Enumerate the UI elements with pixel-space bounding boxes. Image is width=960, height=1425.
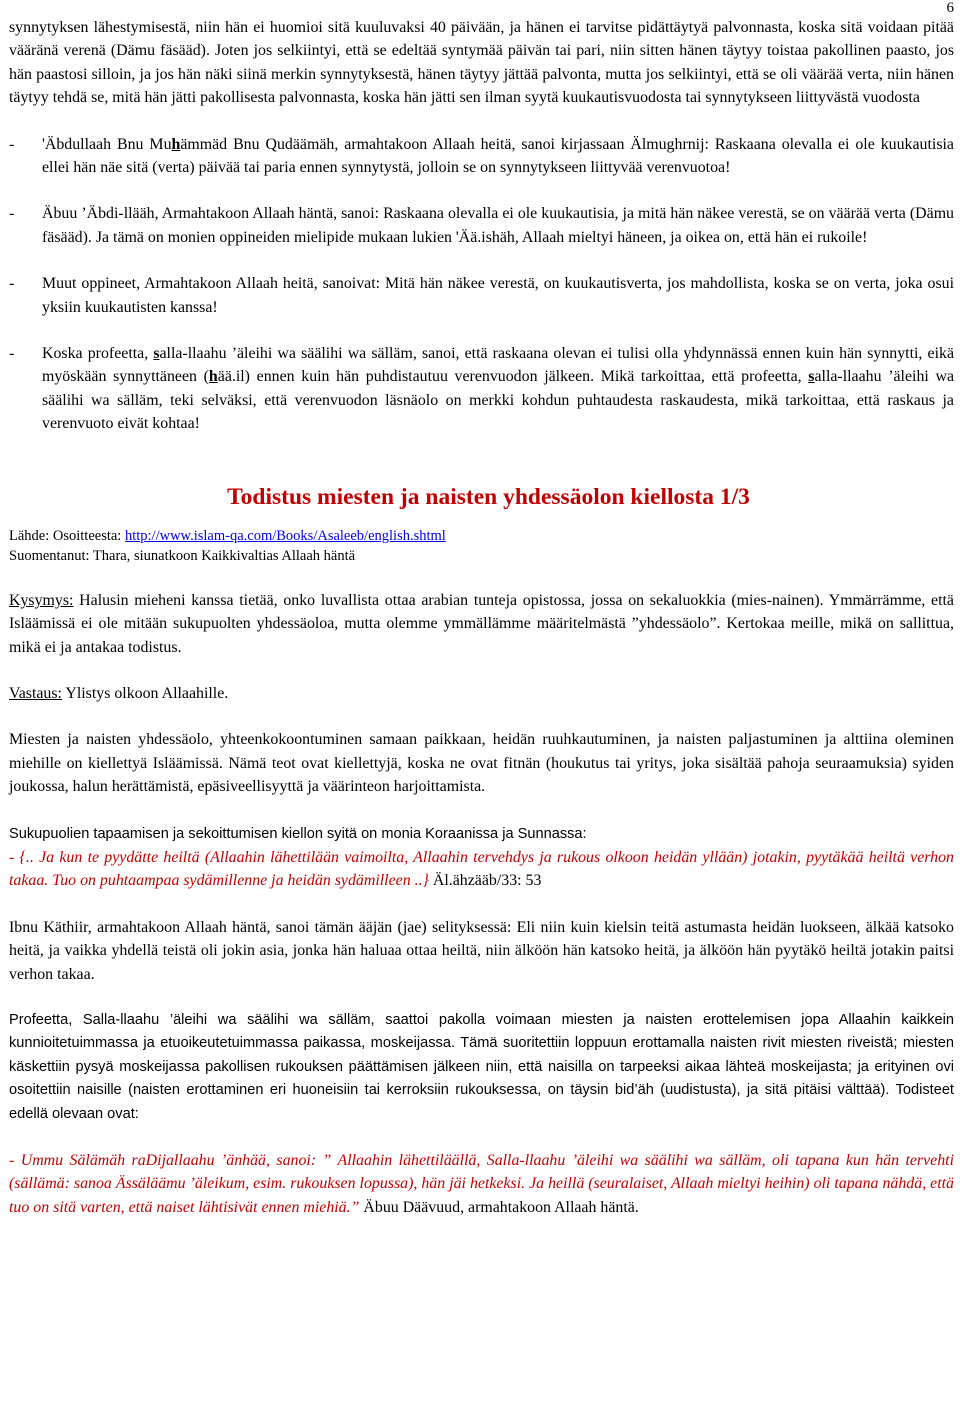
body-text: Sukupuolien tapaamisen ja sekoittumisen kiellon syitä on monia Koraanissa ja Sunnassa: <box>9 825 587 842</box>
answer-label: Vastaus: <box>9 684 62 702</box>
bullet-item <box>9 342 954 436</box>
body-paragraph: Miesten ja naisten yhdessäolo, yhteenkokoontuminen samaan paikkaan, heidän ruuhkautuminen, ja naisten paljastuminen ja alttiina oleminen miehille on kiellettyä Isläämissä. Nämä teot ovat kiellettyjä, koska ne ovat fitnän (houkutus tai yritys, joka sisältää pahoja seuraamuksia) syiden joukossa, halun herättämistä, epäsiveellisyyttä ja väärinteon harjoittamista. <box>9 731 954 796</box>
bullet-text-emph: h <box>208 368 218 386</box>
hadith-quote: - Ummu Sälämäh raDijallaahu ’änhää, sanoi: ” Allaahin lähettiläällä, Salla-llaahu ’äleihi wa säälihi wa sälläm, oli tapana kun hän tervehti (sällämä: sanoa Ässäläämu ’äleikum, esim. rukouksen lopussa), hän jäi hetkeksi. Ja heillä (seuralaiset, Allaah mieltyi heihin) oli tapana nähdä, että tuo on sitä varten, että naiset lähtisivät ennen miehiä.” <box>9 1152 954 1216</box>
bullet-text-part: 'Äbdullaah Bnu Mu <box>42 135 172 153</box>
source-label: Lähde: Osoitteesta: <box>9 527 125 544</box>
dash-marker: - <box>9 275 15 293</box>
bullet-text-part: alla-llaahu ’äleihi wa säälihi wa sälläm, sanoi, että raskaana olevan ei tulisi olla yhdynnässä ennen kuin hän synnytti, eikä myöskään synnyttäneen ( <box>42 345 954 386</box>
answer-paragraph <box>9 682 954 705</box>
bullet-text-emph: h <box>171 135 181 153</box>
section-heading: Todistus miesten ja naisten yhdessäolon kiellosta 1/3 <box>227 483 750 510</box>
bullet-text: Äbuu ’Äbdi-llääh, Armahtakoon Allaah häntä, sanoi: Raskaana olevalla ei ole kuukautisia, ja mitä hän näkee verestä, se on väärää verta (Dämu fäsääd). Ja tämä on monien oppineiden mielipide mukaan lukien 'Ää.ishäh, Allaah mieltyi häneen, ja oikea on, että hän ei rukoile! <box>42 205 954 246</box>
dash-marker: - <box>9 205 15 223</box>
quran-quote: - {.. Ja kun te pyydätte heiltä (Allaahin lähettilään vaimoilta, Allaahin tervehdys ja rukous olkoon heidän yllään) jotakin, pyytäkää heiltä verhon takaa. Tuo on puhtaampaa sydämillenne ja heidän sydämilleen ..} <box>9 848 954 890</box>
question-paragraph <box>9 589 954 659</box>
body-paragraph <box>9 822 954 893</box>
bullet-text-part: ämmäd Bnu Qudäämäh, armahtakoon Allaah heitä, sanoi kirjassaan Älmughrnij: Raskaana olevalla ei ole kuukautisia ellei hän näe sitä (verta) päivää tai paria ennen synnytystä, jolloin se on synnytykseen liittyvää verenvuotoa! <box>42 135 954 177</box>
bullet-item <box>9 133 954 180</box>
page-number: 6 <box>946 0 954 16</box>
hadith-reference: Äbuu Däävuud, armahtakoon Allaah häntä. <box>359 1198 639 1216</box>
quran-reference: Äl.ähzääb/33: 53 <box>428 872 542 890</box>
bullet-text-part: ää.il) ennen kuin hän puhdistautuu verenvuodon jälkeen. Mikä tarkoittaa, että profeetta, <box>217 368 809 386</box>
translator-line: Suomentanut: Thara, siunatkoon Kaikkivaltias Allaah häntä <box>9 547 356 564</box>
question-text: Halusin mieheni kanssa tietää, onko luvallista ottaa arabian tunteja opistossa, jossa on sekaluokkia (mies-nainen). Ymmärrämme, että Isläämissä ei ole mitään sukupuolten yhdessäoloa, mutta olemme ymmällämme määritelmästä ”yhdessäolo”. Kertokaa meille, mikä on sallittua, mikä ei ja antakaa todistus. <box>9 591 954 656</box>
body-paragraph: Profeetta, Salla-llaahu ’äleihi wa säälihi wa sälläm, saattoi pakolla voimaan miesten ja naisten erottelemisen jopa Allaahin kaikkein kunnioitetuimmassa ja etuoikeutetuimmassa paikassa, moskeijassa. Tämä suoritettiin loppuun erottamalla naisten rivit miesten riveistä; miesten käskettiin pysyä moskeijassa pakollisen rukouksen päättämisen jälkeen niin, että naisilla on tarpeeksi aikaa lähteä moskeijasta; ja erityinen ovi osoitettiin naisille (naisten erottaminen eri huoneisiin tai kerroksiin rukouksessa, on täysin bid’äh (uudistusta), ja sitä pitäisi välttää). Todisteet edellä olevaan ovat: <box>9 1011 954 1122</box>
hadith-paragraph <box>9 1149 954 1219</box>
bullet-text <box>42 342 954 436</box>
bullet-text-part: alla-llaahu ’äleihi wa säälihi wa sälläm, teki selväksi, että verenvuodon läsnäolo on merkki kohdun puhtaudesta raskaudesta, mikä tarkoittaa, että raskaus ja verenvuoto eivät kohtaa! <box>42 368 954 433</box>
bullet-item <box>9 272 954 319</box>
intro-paragraph: synnytyksen lähestymisestä, niin hän ei huomioi sitä kuuluvaksi 40 päivään, ja hänen ei tarvitse pidättäytyä palvonnasta, koska sitä voidaan pitää vääränä verenä (Dämu fäsääd). Joten jos selkiintyi, että se edeltää syntymää päivän tai pari, niin sitten hänen täytyy toistaa pakollinen paasto, jos hän paastosi silloin, ja jos hän näki siinä merkin synnytyksestä, hänen täytyy jättää palvonta, mutta jos selkiintyi, että se oli väärää verta, niin hänen täytyy tehdä se, mitä hän jätti pakollisesta palvonnasta, koska hän jätti sen ilman syytä kuukautisvuodosta tai synnytykseen liittyvästä vuodosta <box>9 19 954 107</box>
question-label: Kysymys: <box>9 591 74 609</box>
dash-marker: - <box>9 135 15 153</box>
bullet-text: Muut oppineet, Armahtakoon Allaah heitä, sanoivat: Mitä hän näkee verestä, on kuukautisverta, jos mahdollista, koska se on verta, joka osui yksiin kuukautisten kanssa! <box>42 275 954 316</box>
source-link[interactable]: http://www.islam-qa.com/Books/Asaleeb/english.shtml <box>124 527 446 544</box>
document-body <box>9 16 954 1219</box>
dash-marker: - <box>9 345 15 363</box>
source-line <box>9 526 954 546</box>
body-paragraph: Ibnu Käthiir, armahtakoon Allaah häntä, sanoi tämän ääjän (jae) selityksessä: Eli niin kuin kielsin teitä astumasta heidän luokseen, älkää katsoko heitä, ja vaikka yhdellä teistä oli jokin asia, jonka hän haluaa ottaa heiltä, niin älköön hän katsoko heitä, ja älköön hän pyytäkö heiltä jotakin paitsi verhon takaa. <box>9 918 954 983</box>
bullet-item <box>9 202 954 249</box>
answer-text: Ylistys olkoon Allaahille. <box>61 684 229 702</box>
bullet-text-part: Koska profeetta, <box>42 345 154 363</box>
bullet-text-emph: s <box>808 368 815 386</box>
bullet-text-emph: s <box>153 345 160 363</box>
bullet-text <box>42 133 954 180</box>
